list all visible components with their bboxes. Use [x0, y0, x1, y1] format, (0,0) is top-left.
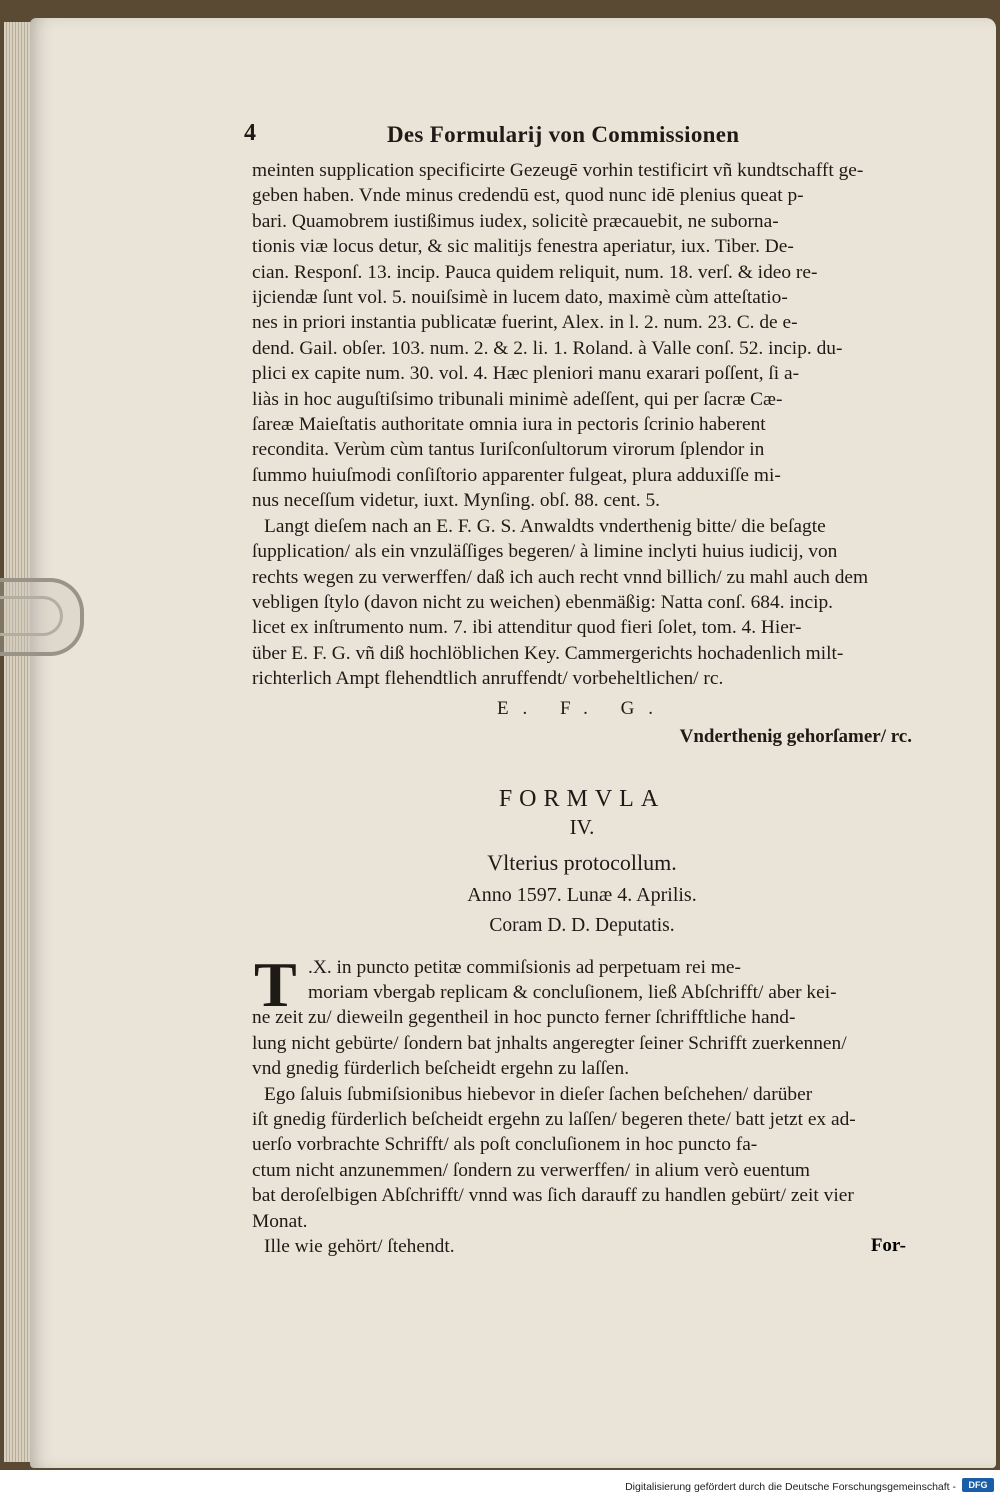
- text-line: ctum nicht anzunemmen/ ſondern zu verwerffen/ in alium verò euentum: [252, 1159, 811, 1181]
- page-number: 4: [244, 120, 256, 146]
- page-clip: [0, 578, 84, 656]
- text-line: bari. Quamobrem iustißimus iudex, solicitè præcauebit, ne suborna-: [252, 210, 779, 232]
- text-line: vnd gnedig fürderlich beſcheidt ergehn zu laſſen.: [252, 1058, 630, 1080]
- text-line: Ego ſaluis ſubmiſsionibus hiebevor in dieſer ſachen beſchehen/ darüber: [264, 1083, 813, 1105]
- text-line: nes in priori instantia publicatæ fuerint, Alex. in l. 2. num. 23. C. de e-: [252, 312, 798, 334]
- text-line: nus neceſſum videtur, iuxt. Mynſing. obſ. 88. cent. 5.: [252, 490, 660, 512]
- text-line: meinten supplication specificirte Gezeugē vorhin testificirt vñ kundtschafft ge-: [252, 160, 864, 181]
- paragraph-4: [252, 1082, 912, 1234]
- text-line: ſummo huiuſmodi conſiſtorio apparenter fulgeat, plura adduxiſſe mi-: [252, 464, 781, 486]
- text-line: ſupplication/ als ein vnzuläſſiges begeren/ à limine inclyti huius iudicij, von: [252, 541, 838, 563]
- page-text: [244, 120, 912, 1259]
- text-line: rechts wegen zu verwerffen/ daß ich auch recht vnnd billich/ zu mahl auch dem: [252, 566, 869, 588]
- text-line: plici ex capite num. 30. vol. 4. Hæc pleniori manu exarari poſſent, ſi a-: [252, 363, 800, 385]
- text-line: ijciendæ ſunt vol. 5. nouiſsimè in lucem dato, maximè cùm atteſtatio-: [252, 287, 788, 309]
- formula-title: FORMVLA: [498, 785, 666, 812]
- paragraph-2: [252, 514, 912, 692]
- closing-line: [252, 1234, 912, 1259]
- text-line: iſt gnedig fürderlich beſcheidt ergehn zu laſſen/ begeren thete/ batt jetzt ex ad-: [252, 1108, 856, 1130]
- running-head: Des Formularij von Commissionen: [387, 122, 740, 147]
- text-line: recondita. Verùm cùm tantus Iuriſconſultorum virorum ſplendor in: [252, 439, 765, 461]
- text-line: ſareæ Maieſtatis authoritate omnia iura in pectoris ſcrinio haberent: [252, 414, 766, 436]
- catchword: For-: [870, 1235, 906, 1256]
- funding-notice: Digitalisierung gefördert durch die Deutsche Forschungsgemeinschaft -: [625, 1481, 956, 1493]
- text-line: dend. Gail. obſer. 103. num. 2. & 2. li. 1. Roland. à Valle conſ. 52. incip. du-: [252, 337, 843, 359]
- text-line: lung nicht gebürte/ ſondern bat jnhalts angeregter ſeiner Schrifft zuerkennen/: [252, 1032, 847, 1054]
- signature-closing: Vnderthenig gehorſamer/ rc.: [679, 725, 912, 747]
- signature-initials: E. F. G.: [496, 697, 668, 719]
- text-line: ne zeit zu/ dieweiln gegentheil in hoc puncto ferner ſchrifftliche hand-: [252, 1007, 796, 1029]
- text-line: cian. Responſ. 13. incip. Pauca quidem reliquit, num. 18. verſ. & ideo re-: [252, 261, 818, 283]
- formula-coram: Coram D. D. Deputatis.: [489, 914, 675, 936]
- text-line: Monat.: [252, 1210, 308, 1232]
- text-line: moriam vbergab replicam & concluſionem, ließ Abſchrifft/ aber kei-: [308, 981, 837, 1003]
- text-line: Langt dieſem nach an E. F. G. S. Anwaldts vnderthenig bitte/ die beſagte: [264, 515, 826, 537]
- text-line: richterlich Ampt flehendtlich anruffendt/ vorbeheltlichen/ rc.: [252, 668, 724, 690]
- drop-cap: T: [254, 948, 297, 1020]
- text-line: bat deroſelbigen Abſchrifft/ vnnd was ſich darauff zu handlen gebürt/ zeit vier: [252, 1185, 854, 1207]
- text-line: tionis viæ locus detur, & sic malitijs fenestra aperiatur, iux. Tiber. De-: [252, 236, 794, 258]
- paragraph-3: [252, 948, 912, 1082]
- paragraph-1: [252, 158, 912, 514]
- text-line: geben haben. Vnde minus credendū est, quod nunc idē plenius queat p-: [252, 185, 804, 207]
- text-line: .X. in puncto petitæ commiſsionis ad perpetuam rei me-: [308, 956, 741, 978]
- page-header: [244, 120, 912, 158]
- text-line: liàs in hoc auguſtiſsimo tribunali minimè adeſſent, qui per ſacræ Cæ-: [252, 388, 783, 410]
- text-line: licet ex inſtrumento num. 7. ibi attenditur quod fieri ſolet, tom. 4. Hier-: [252, 617, 802, 639]
- formula-number: IV.: [569, 814, 595, 839]
- footer-bar: [0, 1470, 1000, 1499]
- text-line: uerſo vorbrachte Schrifft/ als poſt concluſionem in hoc puncto fa-: [252, 1134, 758, 1156]
- formula-date: Anno 1597. Lunæ 4. Aprilis.: [467, 883, 697, 906]
- formula-subtitle: Vlterius protocollum.: [487, 849, 677, 875]
- text-line: vebligen ſtylo (davon nicht zu weichen) ebenmäßig: Natta conſ. 684. incip.: [252, 591, 834, 613]
- text-line: Ille wie gehört/ ſtehendt.: [264, 1236, 455, 1257]
- dfg-logo: DFG: [962, 1478, 994, 1492]
- text-line: über E. F. G. vñ diß hochlöblichen Key. Cammergerichts hochadenlich milt-: [252, 642, 844, 664]
